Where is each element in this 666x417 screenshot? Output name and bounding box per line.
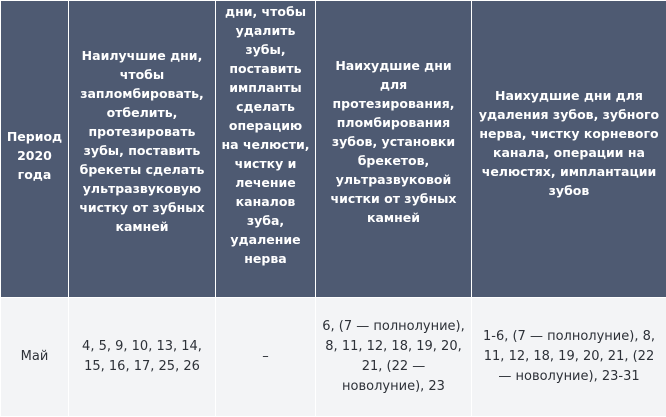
header-period-text: Период 2020 года — [5, 127, 64, 184]
header-period — [1, 1, 69, 298]
cell-worst-prosthetics — [316, 298, 472, 417]
cell-best-fill-text: 4, 5, 9, 10, 13, 14, 15, 16, 17, 25, 26 — [73, 337, 211, 377]
header-worst-prosthetics-text: Наихудшие дни для протезирования, пломбирования зубов, установки брекетов, ультразвуковой чистки от зубных камней — [320, 56, 467, 227]
cell-best-remove — [216, 298, 316, 417]
cell-month — [1, 298, 69, 417]
header-worst-prosthetics — [316, 1, 472, 298]
cell-worst-prosthetics-text: 6, (7 — полнолуние), 8, 11, 12, 18, 19, 20, 21, (22 — новолуние), 23 — [320, 317, 467, 397]
header-worst-removal — [472, 1, 666, 298]
cell-month-text: Май — [21, 347, 49, 367]
header-best-remove — [216, 1, 316, 298]
header-best-remove-text: дни, чтобы удалить зубы, поставить импланты сделать операцию на челюсти, чистку и лечение каналов зуба, удаление нерва — [220, 0, 311, 268]
table-row — [1, 298, 666, 417]
cell-worst-removal-text: 1-6, (7 — полнолуние), 8, 11, 12, 18, 19, 20, 21, (22 — новолуние), 23-31 — [476, 327, 662, 387]
cell-best-remove-text: – — [262, 347, 269, 367]
table-header-row — [1, 1, 666, 298]
cell-best-fill — [69, 298, 216, 417]
cell-worst-removal — [472, 298, 666, 417]
header-best-fill-text: Наилучшие дни, чтобы запломбировать, отбелить, протезировать зубы, поставить брекеты сделать ультразвуковую чистку от зубных камней — [73, 46, 211, 236]
header-best-fill — [69, 1, 216, 298]
header-worst-removal-text: Наихудшие дни для удаления зубов, зубного нерва, чистку корневого канала, операции на челюстях, имплантации зубов — [476, 86, 662, 200]
